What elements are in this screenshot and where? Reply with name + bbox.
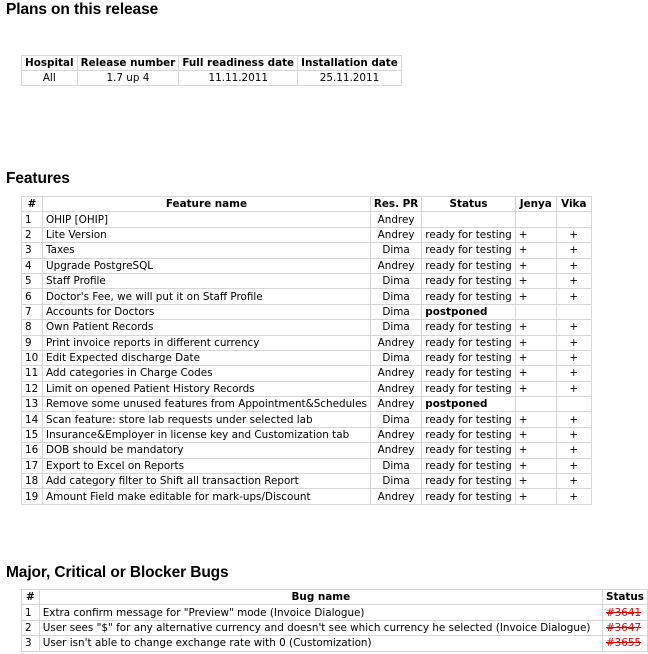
feature-vika-cell: + <box>556 381 591 396</box>
feature-jenya-cell: + <box>515 320 556 335</box>
column-header-bug-name: Bug name <box>39 590 602 605</box>
feature-name-cell: Add category filter to Shift all transaction Report <box>43 474 371 489</box>
feature-res-pr-cell: Andrey <box>370 258 421 273</box>
feature-res-pr-cell: Andrey <box>370 366 421 381</box>
feature-vika-cell <box>556 212 591 227</box>
feature-row <box>22 381 592 396</box>
feature-vika-cell: + <box>556 289 591 304</box>
feature-row <box>22 397 592 412</box>
feature-res-pr-cell: Andrey <box>370 227 421 242</box>
feature-row <box>22 258 592 273</box>
feature-vika-cell: + <box>556 366 591 381</box>
bug-status-link[interactable]: #3647 <box>602 620 647 635</box>
feature-status-cell: ready for testing <box>422 381 515 396</box>
feature-res-pr-cell: Andrey <box>370 212 421 227</box>
feature-name-cell: Print invoice reports in different currency <box>43 335 371 350</box>
bug-row <box>22 605 648 620</box>
feature-number-cell: 12 <box>22 381 43 396</box>
column-header-number: # <box>22 197 43 212</box>
bug-name-cell: Extra confirm message for "Preview" mode (Invoice Dialogue) <box>39 605 602 620</box>
feature-row <box>22 243 592 258</box>
bug-row <box>22 620 648 635</box>
feature-row <box>22 443 592 458</box>
feature-res-pr-cell: Dima <box>370 458 421 473</box>
feature-jenya-cell <box>515 304 556 319</box>
column-header-release-number: Release number <box>77 56 179 71</box>
feature-status-cell: postponed <box>422 397 515 412</box>
feature-status-cell: ready for testing <box>422 335 515 350</box>
feature-jenya-cell: + <box>515 273 556 288</box>
feature-vika-cell <box>556 304 591 319</box>
feature-vika-cell: + <box>556 458 591 473</box>
bug-status-link[interactable]: #3641 <box>602 605 647 620</box>
feature-name-cell: Scan feature: store lab requests under selected lab <box>43 412 371 427</box>
feature-status-cell: ready for testing <box>422 289 515 304</box>
features-table <box>21 196 592 505</box>
feature-number-cell: 11 <box>22 366 43 381</box>
full-readiness-date-cell: 11.11.2011 <box>179 71 298 86</box>
column-header-feature-name: Feature name <box>43 197 371 212</box>
feature-status-cell: ready for testing <box>422 427 515 442</box>
feature-number-cell: 5 <box>22 273 43 288</box>
bug-name-cell: User sees "$" for any alternative currency and doesn't see which currency he selected (Invoice Dialogue) <box>39 620 602 635</box>
feature-status-cell: ready for testing <box>422 350 515 365</box>
feature-vika-cell: + <box>556 320 591 335</box>
bug-number-cell: 2 <box>22 620 40 635</box>
feature-jenya-cell: + <box>515 412 556 427</box>
column-header-jenya: Jenya <box>515 197 556 212</box>
feature-status-cell: ready for testing <box>422 474 515 489</box>
installation-date-cell: 25.11.2011 <box>298 71 402 86</box>
feature-row <box>22 273 592 288</box>
feature-number-cell: 6 <box>22 289 43 304</box>
feature-status-cell: ready for testing <box>422 243 515 258</box>
hospital-cell: All <box>22 71 78 86</box>
release-number-cell: 1.7 up 4 <box>77 71 179 86</box>
feature-vika-cell: + <box>556 243 591 258</box>
bug-number-cell: 3 <box>22 636 40 651</box>
feature-jenya-cell: + <box>515 350 556 365</box>
feature-number-cell: 3 <box>22 243 43 258</box>
feature-name-cell: Export to Excel on Reports <box>43 458 371 473</box>
feature-res-pr-cell: Andrey <box>370 397 421 412</box>
feature-jenya-cell: + <box>515 243 556 258</box>
feature-jenya-cell: + <box>515 458 556 473</box>
feature-vika-cell: + <box>556 273 591 288</box>
feature-vika-cell: + <box>556 258 591 273</box>
feature-status-cell: ready for testing <box>422 258 515 273</box>
feature-row <box>22 350 592 365</box>
bugs-section-title: Major, Critical or Blocker Bugs <box>6 564 229 581</box>
feature-status-cell: ready for testing <box>422 227 515 242</box>
feature-name-cell: Insurance&Employer in license key and Customization tab <box>43 427 371 442</box>
feature-status-cell: ready for testing <box>422 273 515 288</box>
feature-number-cell: 8 <box>22 320 43 335</box>
feature-jenya-cell: + <box>515 335 556 350</box>
feature-row <box>22 320 592 335</box>
feature-jenya-cell: + <box>515 474 556 489</box>
feature-status-cell: ready for testing <box>422 458 515 473</box>
feature-name-cell: Staff Profile <box>43 273 371 288</box>
feature-jenya-cell: + <box>515 381 556 396</box>
feature-res-pr-cell: Andrey <box>370 381 421 396</box>
feature-vika-cell: + <box>556 489 591 504</box>
feature-number-cell: 9 <box>22 335 43 350</box>
feature-jenya-cell: + <box>515 489 556 504</box>
bugs-table <box>21 589 648 652</box>
bug-number-cell: 1 <box>22 605 40 620</box>
feature-row <box>22 458 592 473</box>
features-header-row <box>22 197 592 212</box>
feature-number-cell: 13 <box>22 397 43 412</box>
feature-number-cell: 15 <box>22 427 43 442</box>
bug-name-cell: User isn't able to change exchange rate with 0 (Customization) <box>39 636 602 651</box>
feature-res-pr-cell: Andrey <box>370 443 421 458</box>
feature-vika-cell: + <box>556 412 591 427</box>
column-header-number: # <box>22 590 40 605</box>
feature-vika-cell: + <box>556 335 591 350</box>
feature-status-cell: ready for testing <box>422 366 515 381</box>
feature-res-pr-cell: Dima <box>370 350 421 365</box>
feature-number-cell: 1 <box>22 212 43 227</box>
feature-row <box>22 427 592 442</box>
feature-name-cell: Taxes <box>43 243 371 258</box>
feature-row <box>22 335 592 350</box>
feature-number-cell: 14 <box>22 412 43 427</box>
feature-name-cell: Amount Field make editable for mark-ups/Discount <box>43 489 371 504</box>
feature-row <box>22 489 592 504</box>
feature-name-cell: Remove some unused features from Appointment&Schedules <box>43 397 371 412</box>
feature-res-pr-cell: Dima <box>370 412 421 427</box>
feature-jenya-cell: + <box>515 427 556 442</box>
plans-section-title: Plans on this release <box>6 1 159 18</box>
feature-row <box>22 227 592 242</box>
feature-name-cell: OHIP [OHIP] <box>43 212 371 227</box>
feature-vika-cell: + <box>556 474 591 489</box>
plans-row <box>22 71 402 86</box>
bugs-header-row <box>22 590 648 605</box>
feature-number-cell: 17 <box>22 458 43 473</box>
feature-row <box>22 304 592 319</box>
feature-name-cell: Add categories in Charge Codes <box>43 366 371 381</box>
feature-res-pr-cell: Dima <box>370 273 421 288</box>
feature-number-cell: 4 <box>22 258 43 273</box>
feature-row <box>22 289 592 304</box>
feature-status-cell <box>422 212 515 227</box>
bug-row <box>22 636 648 651</box>
feature-name-cell: Doctor's Fee, we will put it on Staff Profile <box>43 289 371 304</box>
feature-vika-cell: + <box>556 227 591 242</box>
feature-number-cell: 19 <box>22 489 43 504</box>
feature-status-cell: postponed <box>422 304 515 319</box>
feature-res-pr-cell: Dima <box>370 320 421 335</box>
column-header-vika: Vika <box>556 197 591 212</box>
feature-jenya-cell: + <box>515 366 556 381</box>
plans-header-row <box>22 56 402 71</box>
plans-table <box>21 55 402 86</box>
column-header-hospital: Hospital <box>22 56 78 71</box>
feature-res-pr-cell: Andrey <box>370 489 421 504</box>
feature-name-cell: DOB should be mandatory <box>43 443 371 458</box>
feature-res-pr-cell: Dima <box>370 304 421 319</box>
feature-name-cell: Upgrade PostgreSQL <box>43 258 371 273</box>
feature-jenya-cell: + <box>515 289 556 304</box>
feature-row <box>22 366 592 381</box>
feature-row <box>22 412 592 427</box>
column-header-status: Status <box>422 197 515 212</box>
feature-name-cell: Accounts for Doctors <box>43 304 371 319</box>
feature-number-cell: 18 <box>22 474 43 489</box>
feature-number-cell: 7 <box>22 304 43 319</box>
feature-jenya-cell <box>515 397 556 412</box>
feature-jenya-cell: + <box>515 227 556 242</box>
feature-name-cell: Own Patient Records <box>43 320 371 335</box>
feature-jenya-cell: + <box>515 443 556 458</box>
feature-name-cell: Limit on opened Patient History Records <box>43 381 371 396</box>
features-section-title: Features <box>6 170 70 187</box>
feature-status-cell: ready for testing <box>422 412 515 427</box>
feature-vika-cell: + <box>556 427 591 442</box>
feature-number-cell: 16 <box>22 443 43 458</box>
feature-res-pr-cell: Dima <box>370 474 421 489</box>
feature-status-cell: ready for testing <box>422 320 515 335</box>
feature-row <box>22 474 592 489</box>
feature-jenya-cell: + <box>515 258 556 273</box>
column-header-installation-date: Installation date <box>298 56 402 71</box>
feature-status-cell: ready for testing <box>422 443 515 458</box>
column-header-res-pr: Res. PR <box>370 197 421 212</box>
column-header-full-readiness-date: Full readiness date <box>179 56 298 71</box>
column-header-bug-status: Status <box>602 590 647 605</box>
feature-number-cell: 10 <box>22 350 43 365</box>
feature-name-cell: Edit Expected discharge Date <box>43 350 371 365</box>
feature-res-pr-cell: Andrey <box>370 427 421 442</box>
bug-status-link[interactable]: #3655 <box>602 636 647 651</box>
feature-number-cell: 2 <box>22 227 43 242</box>
feature-row <box>22 212 592 227</box>
feature-status-cell: ready for testing <box>422 489 515 504</box>
feature-jenya-cell <box>515 212 556 227</box>
feature-res-pr-cell: Andrey <box>370 335 421 350</box>
feature-res-pr-cell: Dima <box>370 243 421 258</box>
feature-vika-cell <box>556 397 591 412</box>
feature-vika-cell: + <box>556 350 591 365</box>
feature-res-pr-cell: Dima <box>370 289 421 304</box>
feature-name-cell: Lite Version <box>43 227 371 242</box>
feature-vika-cell: + <box>556 443 591 458</box>
